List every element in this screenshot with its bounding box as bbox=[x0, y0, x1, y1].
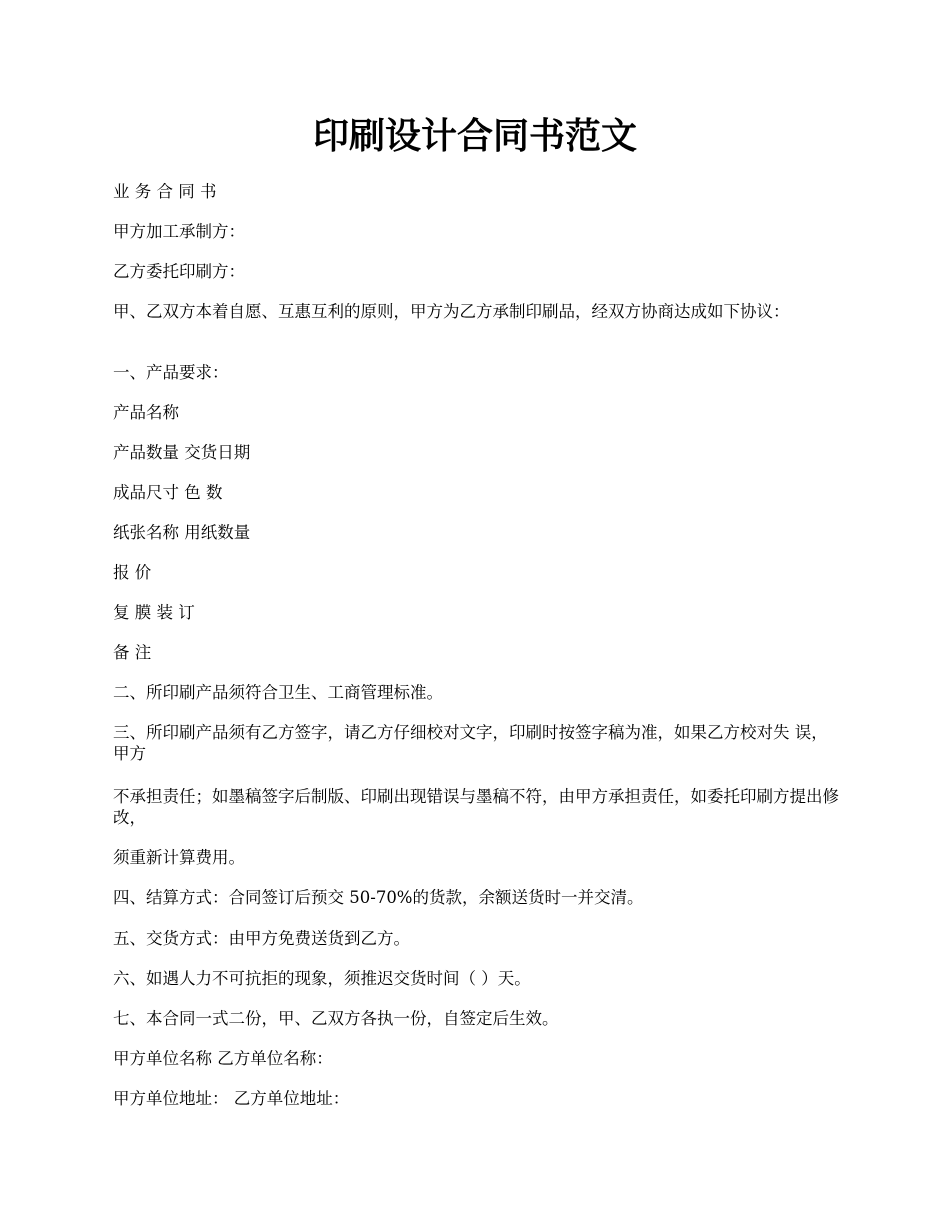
section-5-paragraph: 五、交货方式：由甲方免费送货到乙方。 bbox=[113, 929, 410, 948]
contract-heading: 业 务 合 同 书 bbox=[113, 182, 217, 201]
section-7-paragraph: 七、本合同一式二份，甲、乙双方各执一份，自签定后生效。 bbox=[113, 1009, 559, 1028]
remarks-line: 备 注 bbox=[113, 643, 152, 662]
size-color-line: 成品尺寸 色 数 bbox=[113, 483, 223, 502]
lamination-binding-line: 复 膜 装 订 bbox=[113, 603, 195, 622]
section-3-paragraph: 三、所印刷产品须有乙方签字，请乙方仔细校对文字，印刷时按签字稿为准，如果乙方校对失 误， 甲方 bbox=[113, 723, 828, 763]
section-2-paragraph: 二、所印刷产品须符合卫生、工商管理标准。 bbox=[113, 683, 443, 702]
section-6-paragraph: 六、如遇人力不可抗拒的现象，须推迟交货时间（ ）天。 bbox=[113, 969, 531, 988]
preamble-paragraph: 甲、乙双方本着自愿、互惠互利的原则，甲方为乙方承制印刷品，经双方协商达成如下协议： bbox=[113, 302, 790, 321]
section-3-recalculation-line: 须重新计算费用。 bbox=[113, 848, 245, 867]
quantity-date-line: 产品数量 交货日期 bbox=[113, 443, 251, 462]
party-a-line: 甲方加工承制方： bbox=[113, 222, 245, 241]
section-4-paragraph: 四、结算方式：合同签订后预交 50-70%的货款，余额送货时一并交清。 bbox=[113, 888, 644, 907]
product-name-line: 产品名称 bbox=[113, 403, 179, 422]
unit-name-line: 甲方单位名称 乙方单位名称： bbox=[113, 1049, 333, 1068]
section-1-heading: 一、产品要求： bbox=[113, 363, 229, 382]
party-b-line: 乙方委托印刷方： bbox=[113, 262, 245, 281]
unit-address-line: 甲方单位地址： 乙方单位地址： bbox=[113, 1089, 350, 1108]
quote-line: 报 价 bbox=[113, 563, 152, 582]
section-3-continued-paragraph: 不承担责任；如墨稿签字后制版、印刷出现错误与墨稿不符，由甲方承担责任，如委托印刷方提出修改， bbox=[113, 787, 839, 827]
document-title: 印刷设计合同书范文 bbox=[312, 115, 637, 157]
paper-line: 纸张名称 用纸数量 bbox=[113, 523, 251, 542]
